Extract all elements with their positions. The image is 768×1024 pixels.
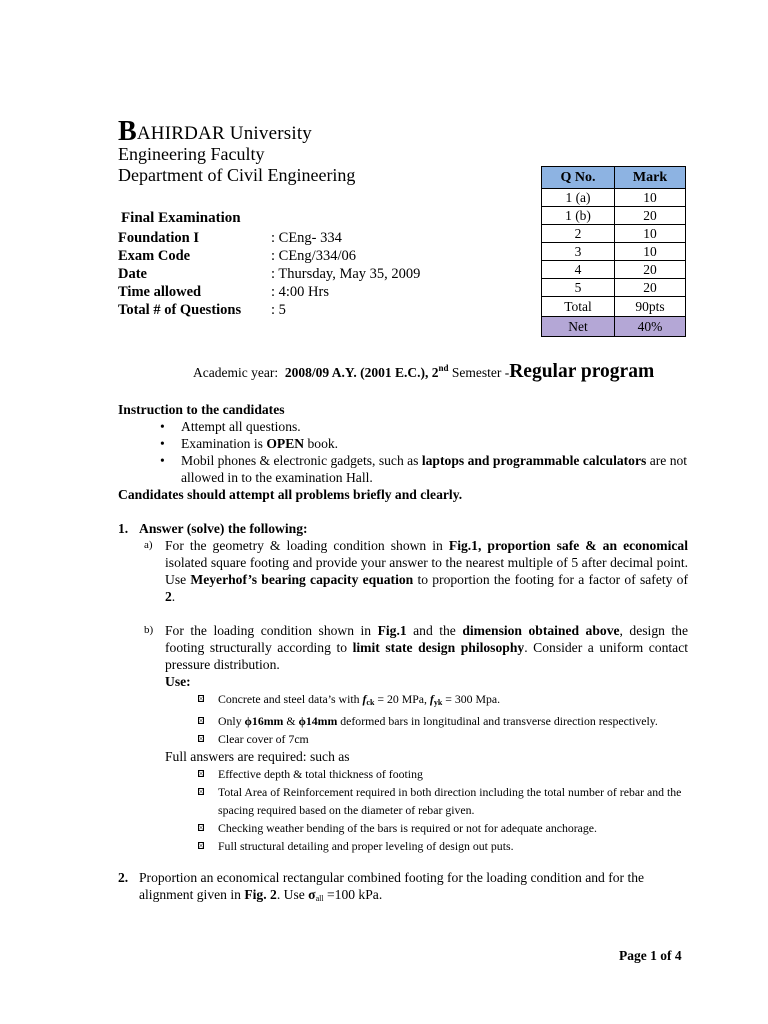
checkbox-bullet-icon bbox=[198, 717, 204, 724]
requirements-list bbox=[118, 765, 688, 855]
col-header-qno: Q No. bbox=[542, 167, 615, 189]
table-net-row: Net 40% bbox=[542, 317, 686, 337]
instructions-closing: Candidates should attempt all problems briefly and clearly. bbox=[118, 487, 463, 502]
list-item: • Mobil phones & electronic gadgets, such as laptops and programmable calculators are not allowed in to the examination Hall. bbox=[160, 453, 688, 485]
bullet-icon: • bbox=[160, 453, 165, 468]
table-row: 1 (b) 20 bbox=[542, 207, 686, 225]
department-name: Department of Civil Engineering bbox=[118, 165, 356, 185]
list-item: Effective depth & total thickness of footing bbox=[118, 765, 688, 783]
bullet-icon: • bbox=[160, 436, 165, 451]
list-item: Concrete and steel data’s with $f_{ck} = 20$ MPa, $f_{yk} = 300$ Mpa. bbox=[118, 690, 688, 712]
question-number: 1. bbox=[118, 521, 129, 536]
exam-page: BAHIRDAR University Engineering Faculty Department of Civil Engineering Final Examination Foundation I : CEng- 334 Exam Code : CEng/334/06 Date : Thursday, May 35, 2009 Time allowed : 4:00 Hrs Total # of Questions : 5 Q No. Mark 1 (a) 10 1 (b) 20 2 10 3 10 4 20 5 20 Total 90pts Net 40% Academic year: 2008/09 A.Y. (2001 E.C.), 2nd Semester -Regular program Instruction to the candidates • Attempt all questions. • Examination is OPEN book. • Mobil phones & electronic gadgets, such as laptops and programmable calculators are not allowed in to the examination Hall. Candidates should attempt all problems briefly and clearly. 1. Answer (solve) the following: a) For the geometry & loading condition shown in Fig.1, proportion safe & an economical isolated square footing and provide your answer to the nearest multiple of 5 after decimal point. Use Meyerhof’s bearing capacity equation to proportion the footing for a factor of safety of 2. b) For the loading condition shown in Fig.1 and the dimension obtained above, design the footing structurally according to limit state design philosophy. Consider a uniform contact pressure distribution. Use: Concrete and steel data’s with $f_{ck} = 20$ MPa, $f_{yk} = 300$ Mpa. Only ϕ16mm & ϕ14mm deformed bars in longitudinal and transverse direction respectively. Clear cover of 7cm Full answers are required: such as Effective depth & total thickness of footing Total Area of Reinforcement required in both direction including the total number of rebar and the spacing required based on the diameter of rebar given. Checking weather bending of the bars is required or not for adequate anchorage. Full structural detailing and proper leveling of design out puts. 2. Proportion an economical rectangular combined footing for the loading condition and for the alignment given in Fig. 2. Use $\sigma_{all} =100$ kPa. Page 1 of 4 bbox=[118, 116, 689, 963]
marks-table bbox=[541, 166, 686, 337]
use-label: Use: bbox=[165, 674, 191, 689]
list-item: Only ϕ16mm & ϕ14mm deformed bars in longitudinal and transverse direction respectively. bbox=[118, 712, 688, 730]
university-name: BAHIRDAR University bbox=[118, 116, 313, 147]
page-number: Page 1 of 4 bbox=[619, 948, 682, 963]
full-answers-label: Full answers are required: such as bbox=[165, 749, 350, 764]
bullet-icon: • bbox=[160, 419, 165, 434]
exam-body bbox=[118, 401, 688, 907]
table-total-row: Total 90pts bbox=[542, 297, 686, 317]
table-row: 2 10 bbox=[542, 225, 686, 243]
question-1b: b) For the loading condition shown in Fig.1 and the dimension obtained above, design the footing structurally according to limit state design philosophy. Consider a uniform contact pressure distribution. bbox=[144, 623, 689, 672]
table-row: 3 10 bbox=[542, 243, 686, 261]
list-item: Full structural detailing and proper leveling of design out puts. bbox=[118, 837, 688, 855]
exam-title: Final Examination bbox=[121, 210, 241, 226]
list-item: Checking weather bending of the bars is required or not for adequate anchorage. bbox=[118, 819, 688, 837]
instructions-title: Instruction to the candidates bbox=[118, 402, 285, 417]
question-1-title: Answer (solve) the following: bbox=[139, 521, 308, 536]
table-row: 4 20 bbox=[542, 261, 686, 279]
instructions-list bbox=[118, 418, 688, 486]
faculty-name: Engineering Faculty bbox=[118, 144, 265, 164]
university-header bbox=[118, 116, 356, 186]
table-row: 5 20 bbox=[542, 279, 686, 297]
question-2: 2. Proportion an economical rectangular combined footing for the loading condition and for the alignment given in Fig. 2. Use $\sigma_{all} =100$ kPa. bbox=[118, 870, 645, 903]
list-item: • Attempt all questions. bbox=[160, 419, 301, 434]
checkbox-bullet-icon bbox=[198, 824, 204, 831]
list-item: Clear cover of 7cm bbox=[118, 730, 688, 748]
question-number: 2. bbox=[118, 870, 129, 885]
checkbox-bullet-icon bbox=[198, 695, 204, 702]
checkbox-bullet-icon bbox=[198, 770, 204, 777]
question-1 bbox=[118, 520, 688, 855]
table-header-row bbox=[542, 167, 686, 189]
checkbox-bullet-icon bbox=[198, 788, 204, 795]
program-type: Regular program bbox=[509, 361, 655, 382]
col-header-mark: Mark bbox=[615, 167, 686, 189]
academic-year-line: Academic year: 2008/09 A.Y. (2001 E.C.), 2nd Semester -Regular program bbox=[193, 361, 655, 382]
list-item: Total Area of Reinforcement required in both direction including the total number of rebar and the spacing required based on the diameter of rebar given. bbox=[118, 783, 688, 819]
list-item: • Examination is OPEN book. bbox=[160, 436, 339, 451]
table-row: 1 (a) 10 bbox=[542, 189, 686, 207]
checkbox-bullet-icon bbox=[198, 842, 204, 849]
use-list bbox=[118, 690, 688, 748]
question-1a: a) For the geometry & loading condition shown in Fig.1, proportion safe & an economical isolated square footing and provide your answer to the nearest multiple of 5 after decimal point. Use Meyerhof’s bearing capacity equation to proportion the footing for a factor of safety of 2. bbox=[144, 538, 688, 604]
checkbox-bullet-icon bbox=[198, 735, 204, 742]
